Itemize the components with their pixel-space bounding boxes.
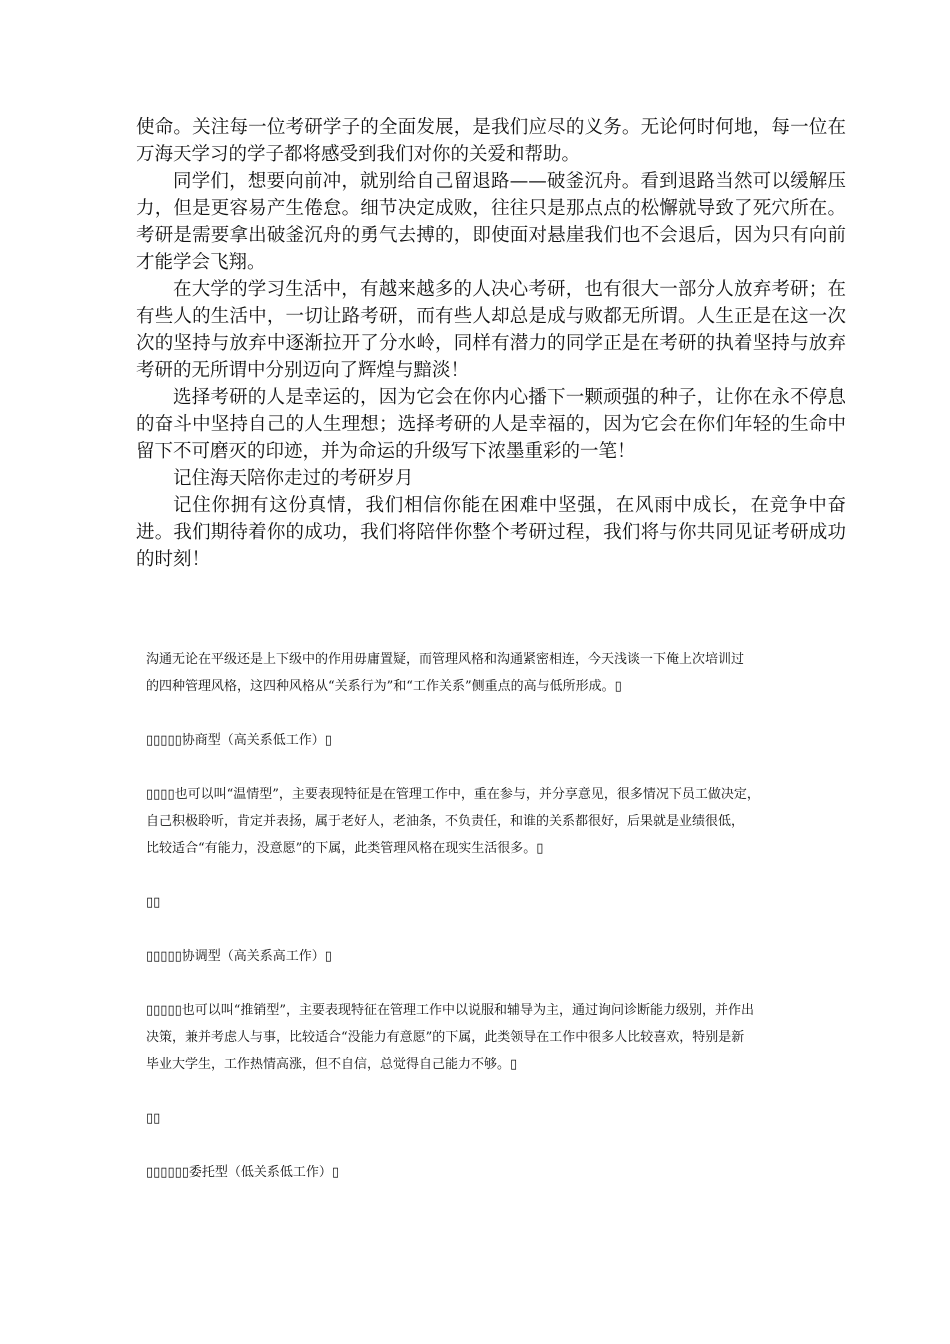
body-consultative-line-2: 自己积极聆听，肯定并表扬，属于老好人，老油条，不负责任，和谁的关系都很好，后果就是业绩很低， — [146, 814, 745, 829]
body-consultative-line-3: 比较适合“有能力，没意愿”的下属，此类管理风格在现实生活很多。▯ — [146, 841, 544, 856]
spacer-1: ▯▯ — [146, 895, 161, 910]
paragraph-choice: 选择考研的人是幸运的，因为它会在你内心播下一颗顽强的种子，让你在永不停息的奋斗中坚持自己的人生理想；选择考研的人是幸福的，因为它会在你们年轻的生命中留下不可磨灭的印迹，并为命运的升级写下浓墨重彩的一笔！ — [136, 387, 846, 462]
paragraph-persistence: 在大学的学习生活中，有越来越多的人决心考研，也有很大一部分人放弃考研；在有些人的生活中，一切让路考研，而有些人却总是成与败都无所谓。人生正是在这一次次的坚持与放弃中逐渐拉开了分水岭，同样有潜力的同学正是在考研的执着坚持与放弃考研的无所谓中分别迈向了辉煌与黯淡！ — [136, 279, 846, 381]
paragraph-mission: 使命。关注每一位考研学子的全面发展，是我们应尽的义务。无论何时何地，每一位在万海天学习的学子都将感受到我们对你的关爱和帮助。 — [136, 117, 846, 165]
body-coordinating-line-2: 决策，兼并考虑人与事，比较适合“没能力有意愿”的下属，此类领导在工作中很多人比较喜欢，特别是新 — [146, 1030, 745, 1045]
heading-coordinating: ▯▯▯▯▯协调型（高关系高工作）▯ — [146, 949, 332, 964]
intro-line-2: 的四种管理风格，这四种风格从“关系行为”和“工作关系”侧重点的高与低所形成。▯ — [146, 679, 622, 694]
heading-consultative: ▯▯▯▯▯协商型（高关系低工作）▯ — [146, 733, 332, 748]
essay-section — [136, 114, 846, 573]
paragraph-closing: 记住你拥有这份真情，我们相信你能在困难中坚强，在风雨中成长，在竞争中奋进。我们期待着你的成功，我们将陪伴你整个考研过程，我们将与你共同见证考研成功的时刻！ — [136, 495, 846, 570]
spacer-2: ▯▯ — [146, 1111, 161, 1126]
intro-line-1: 沟通无论在平级还是上下级中的作用毋庸置疑，而管理风格和沟通紧密相连，今天浅谈一下俺上次培训过 — [146, 652, 745, 667]
body-coordinating-line-1: ▯▯▯▯▯也可以叫“推销型”，主要表现特征在管理工作中以说服和辅导为主，通过询问诊断能力级别，并作出 — [146, 1003, 755, 1018]
body-coordinating-line-3: 毕业大学生，工作热情高涨，但不自信，总觉得自己能力不够。▯ — [146, 1057, 518, 1072]
paragraph-remember-title: 记住海天陪你走过的考研岁月 — [173, 468, 414, 489]
body-consultative-line-1: ▯▯▯▯也可以叫“温情型”，主要表现特征是在管理工作中，重在参与，并分享意见，很多情况下员工做决定， — [146, 787, 760, 802]
heading-delegating: ▯▯▯▯▯▯委托型（低关系低工作）▯ — [146, 1165, 340, 1180]
paragraph-no-retreat: 同学们，想要向前冲，就别给自己留退路——破釜沉舟。看到退路当然可以缓解压力，但是更容易产生倦怠。细节决定成败，往往只是那点点的松懈就导致了死穴所在。考研是需要拿出破釜沉舟的勇气去搏的，即使面对悬崖我们也不会退后，因为只有向前才能学会飞翔。 — [136, 171, 846, 273]
management-style-section — [146, 646, 818, 1186]
